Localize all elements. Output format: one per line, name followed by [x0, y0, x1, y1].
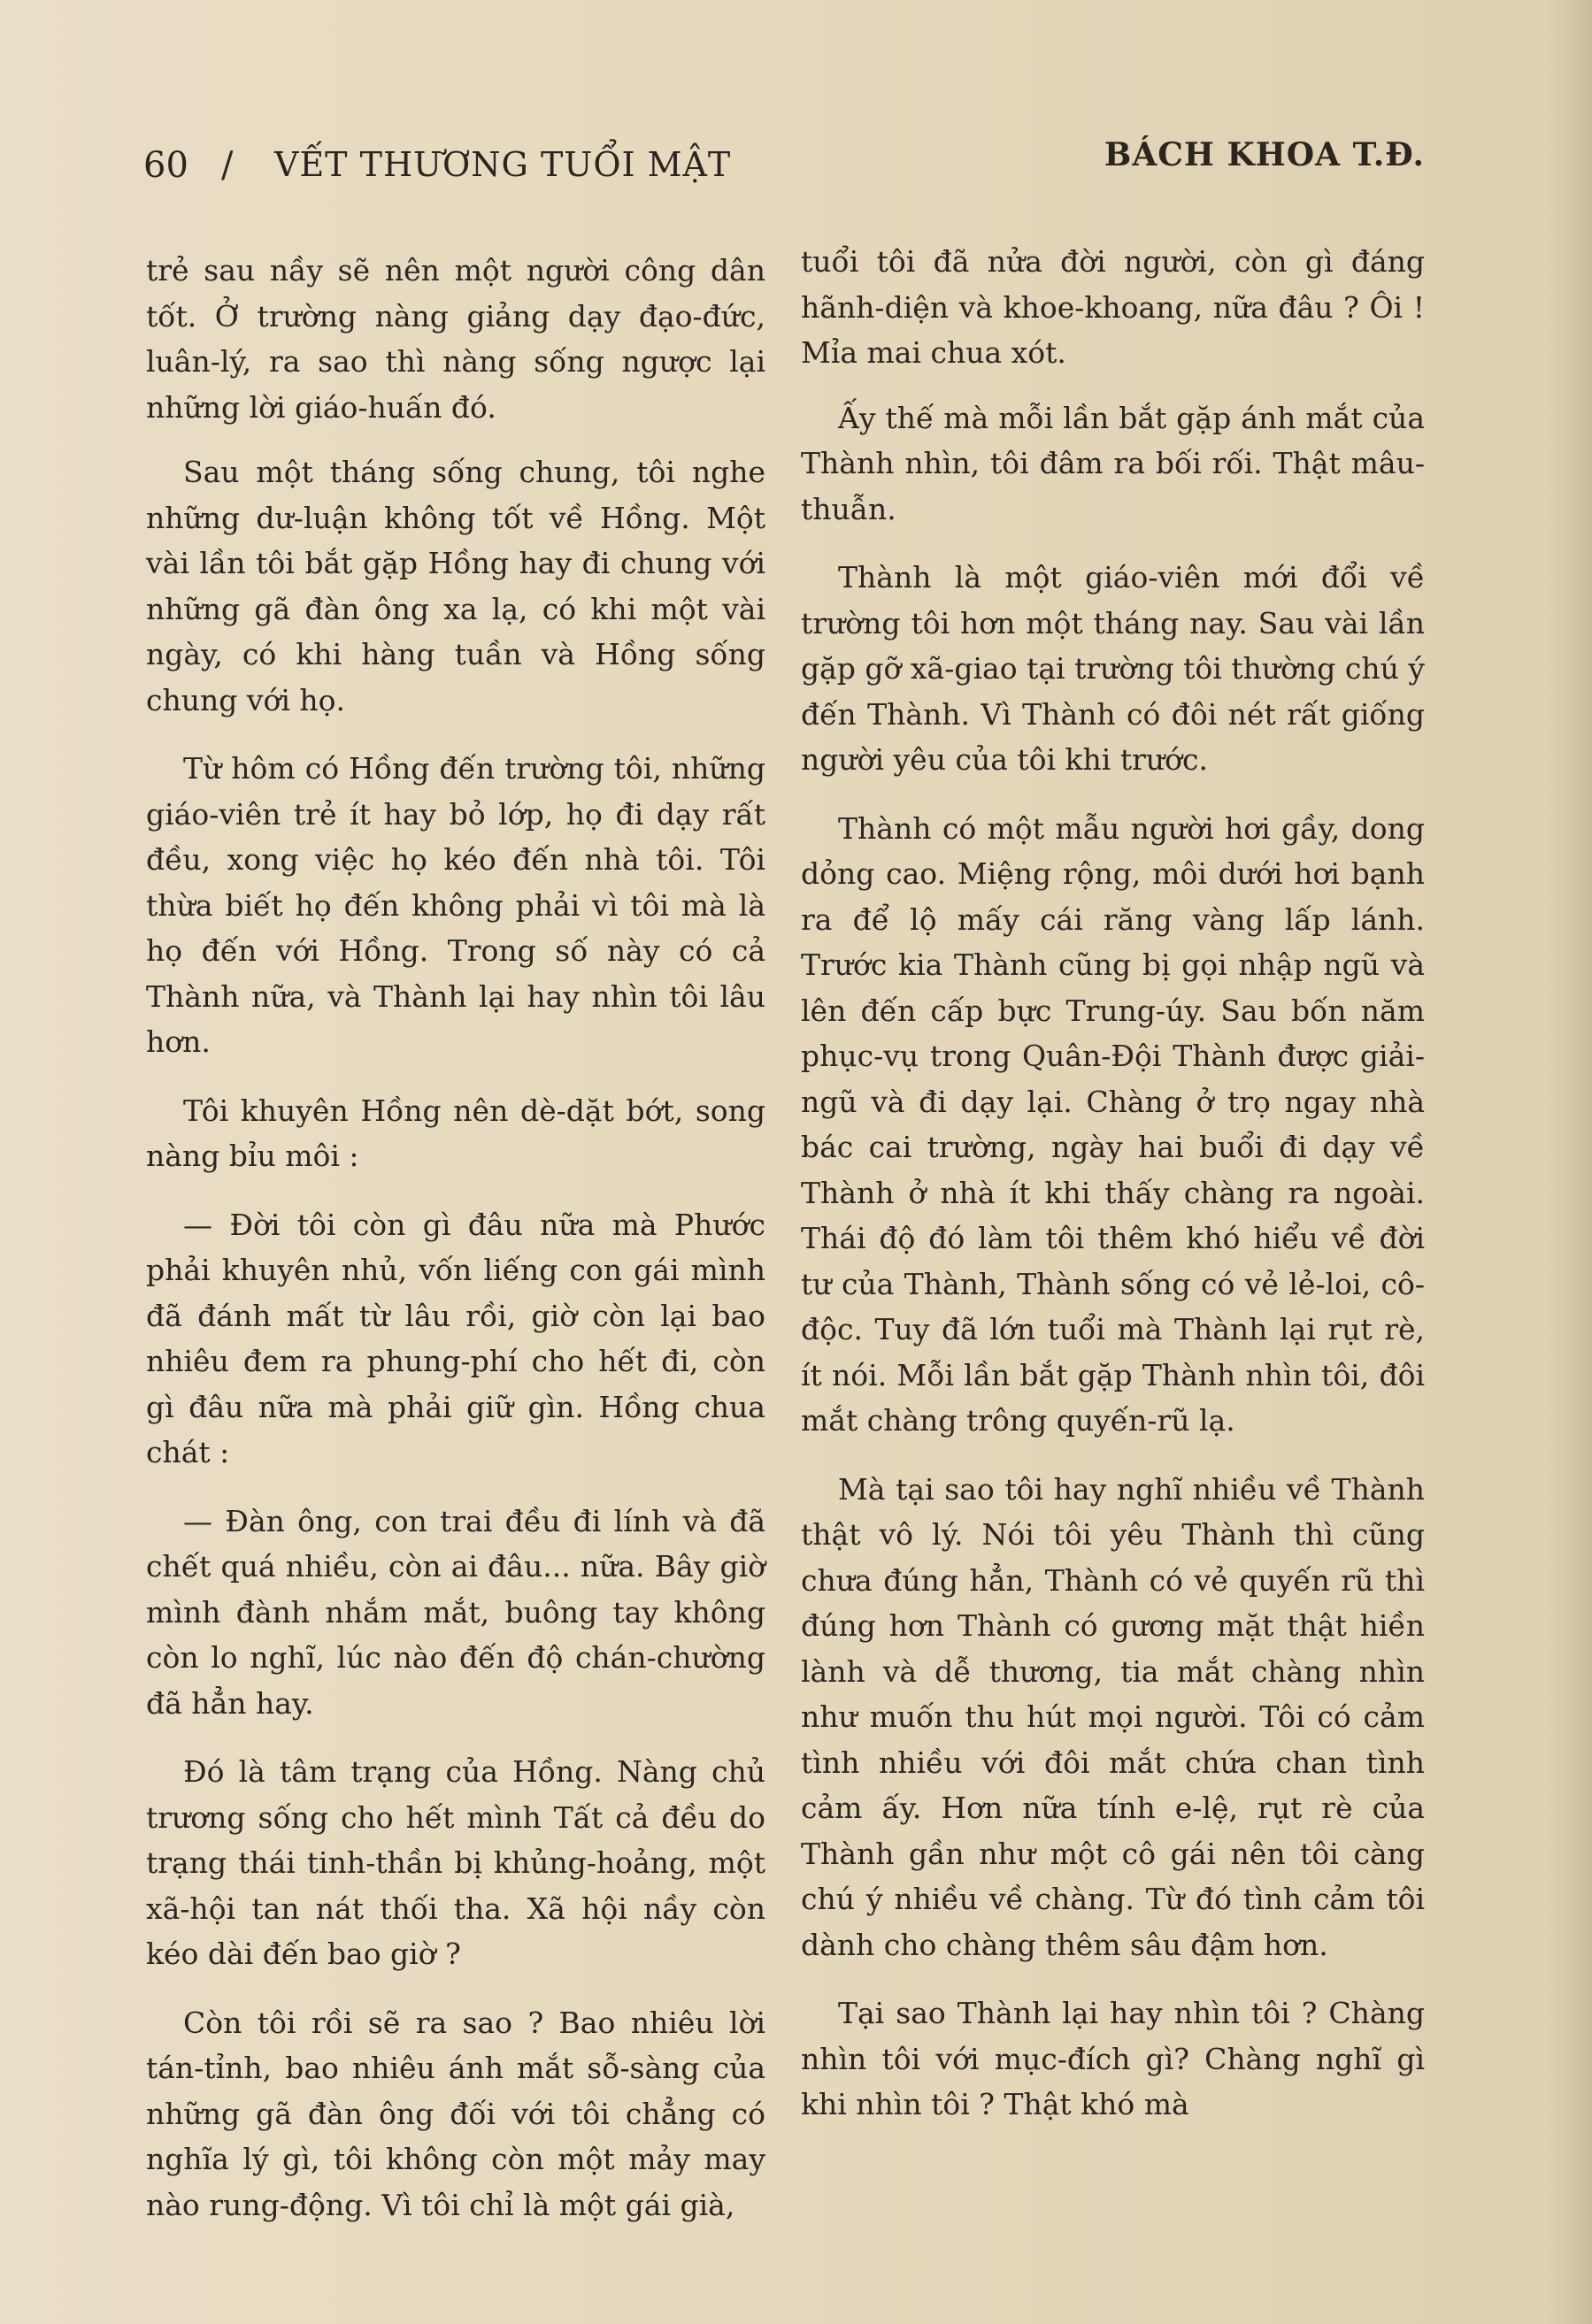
paragraph: Thành có một mẫu người hơi gầy, dong dỏng cao. Miệng rộng, môi dưới hơi bạnh ra để lộ mấy cái răng vàng lấp lánh. Trước kia Thành cũng bị gọi nhập ngũ và lên đến cấp bực Trung-úy. Sau bốn năm phục-vụ trong Quân-Đội Thành được giải-ngũ và đi dạy lại. Chàng ở trọ ngay nhà bác cai trường, ngày hai buổi đi dạy về Thành ở nhà ít khi thấy chàng ra ngoài. Thái độ đó làm tôi thêm khó hiểu về đời tư của Thành, Thành sống có vẻ lẻ-loi, cô-độc. Tuy đã lớn tuổi mà Thành lại rụt rè, ít nói. Mỗi lần bắt gặp Thành nhìn tôi, đôi mắt chàng trông quyến-rũ lạ.	[801, 810, 1425, 1438]
paragraph: tuổi tôi đã nửa đời người, còn gì đáng hãnh-diện và khoe-khoang, nữa đâu ? Ôi ! Mỉa mai chua xót.	[801, 244, 1425, 370]
header-separator: /	[221, 145, 234, 186]
dialogue-paragraph: — Đàn ông, con trai đều đi lính và đã chết quá nhiều, còn ai đâu... nữa. Bây giờ mình đành nhắm mắt, buông tay không còn lo nghĩ, lúc nào đến độ chán-chường đã hẳn hay.	[146, 1503, 765, 1721]
paragraph: trẻ sau nầy sẽ nên một người công dân tốt. Ở trường nàng giảng dạy đạo-đức, luân-lý, ra sao thì nàng sống ngược lại những lời giáo-huấn đó.	[146, 253, 765, 425]
left-column	[146, 248, 765, 2251]
paragraph: Đó là tâm trạng của Hồng. Nàng chủ trương sống cho hết mình Tất cả đều do trạng thái tinh-thần bị khủng-hoảng, một xã-hội tan nát thối tha. Xã hội nầy còn kéo dài đến bao giờ ?	[146, 1754, 765, 1971]
right-column	[801, 239, 1425, 2151]
paragraph: Còn tôi rồi sẽ ra sao ? Bao nhiêu lời tán-tỉnh, bao nhiêu ánh mắt sỗ-sàng của những gã đàn ông đối với tôi chẳng có nghĩa lý gì, tôi không còn một mảy may nào rung-động. Vì tôi chỉ là một gái già,	[146, 2005, 765, 2222]
paragraph: Ấy thế mà mỗi lần bắt gặp ánh mắt của Thành nhìn, tôi đâm ra bối rối. Thật mâu-thuẫn.	[801, 400, 1425, 526]
paragraph: Tôi khuyên Hồng nên dè-dặt bớt, song nàng bỉu môi :	[146, 1093, 765, 1173]
page-edge-shadow	[1548, 0, 1592, 2324]
paragraph: Từ hôm có Hồng đến trường tôi, những giáo-viên trẻ ít hay bỏ lớp, họ đi dạy rất đều, xong việc họ kéo đến nhà tôi. Tôi thừa biết họ đến không phải vì tôi mà là họ đến với Hồng. Trong số này có cả Thành nữa, và Thành lại hay nhìn tôi lâu hơn.	[146, 751, 765, 1059]
paragraph: Thành là một giáo-viên mới đổi về trường tôi hơn một tháng nay. Sau vài lần gặp gỡ xã-giao tại trường tôi thường chú ý đến Thành. Vì Thành có đôi nét rất giống người yêu của tôi khi trước.	[801, 560, 1425, 777]
page-header	[143, 133, 1425, 203]
paragraph: Sau một tháng sống chung, tôi nghe những dư-luận không tốt về Hồng. Một vài lần tôi bắt gặp Hồng hay đi chung với những gã đàn ông xa lạ, có khi một vài ngày, có khi hàng tuần và Hồng sống chung với họ.	[146, 455, 765, 717]
publication-name: BÁCH KHOA T.Đ.	[1104, 136, 1425, 173]
paragraph: Tại sao Thành lại hay nhìn tôi ? Chàng nhìn tôi với mục-đích gì? Chàng nghĩ gì khi nhìn tôi ? Thật khó mà	[801, 1996, 1425, 2121]
dialogue-paragraph: — Đời tôi còn gì đâu nữa mà Phước phải khuyên nhủ, vốn liếng con gái mình đã đánh mất từ lâu rồi, giờ còn lại bao nhiêu đem ra phung-phí cho hết đi, còn gì đâu nữa mà phải giữ gìn. Hồng chua chát :	[146, 1207, 765, 1469]
paragraph: Mà tại sao tôi hay nghĩ nhiều về Thành thật vô lý. Nói tôi yêu Thành thì cũng chưa đúng hẳn, Thành có vẻ quyến rũ thì đúng hơn Thành có gương mặt thật hiền lành và dễ thương, tia mắt chàng nhìn như muốn thu hút mọi người. Tôi có cảm tình nhiều với đôi mắt chứa chan tình cảm ấy. Hơn nữa tính e-lệ, rụt rè của Thành gần như một cô gái nên tôi càng chú ý nhiều về chàng. Từ đó tình cảm tôi dành cho chàng thêm sâu đậm hơn.	[801, 1471, 1425, 1962]
article-title: VẾT THƯƠNG TUỔI MẬT	[274, 145, 732, 184]
page-number: 60	[143, 145, 188, 186]
